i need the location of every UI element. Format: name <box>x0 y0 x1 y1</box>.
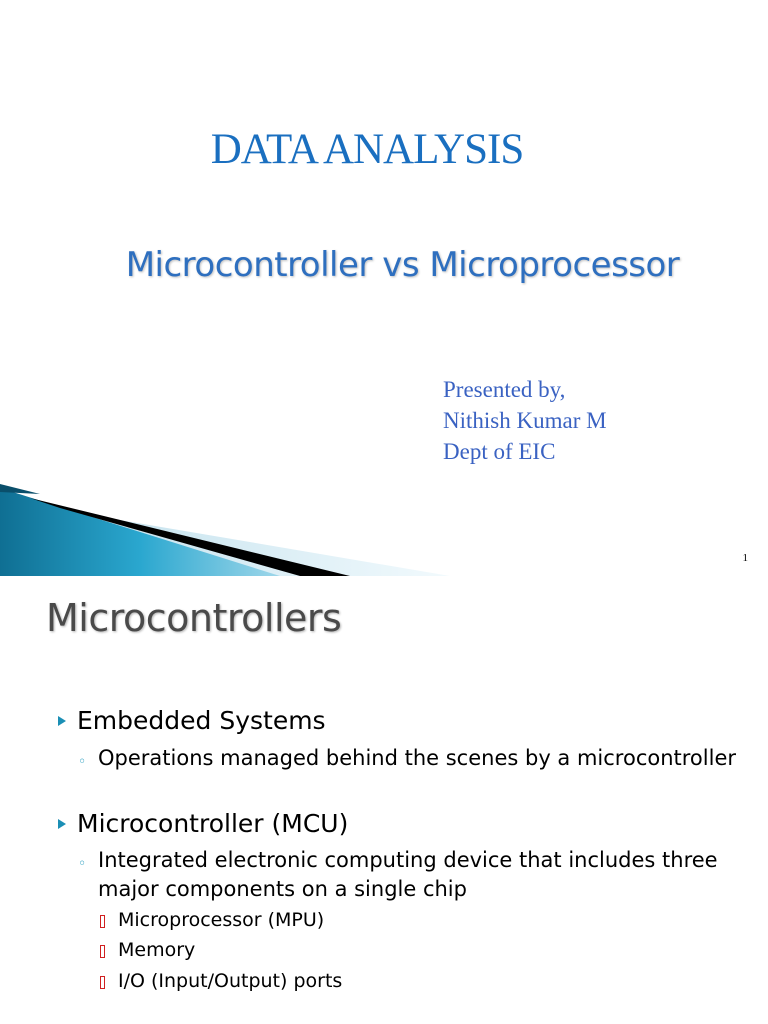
presentation-title: DATA ANALYSIS <box>210 126 524 173</box>
presenter-name: Nithish Kumar M <box>443 408 607 433</box>
box-bullet-icon <box>100 915 105 928</box>
decorative-swoosh <box>0 480 768 576</box>
sub-sub-bullet-item: Memory <box>118 939 196 961</box>
content-slide <box>0 576 768 1024</box>
slide-number: 1 <box>742 552 748 564</box>
presenter-block <box>443 374 607 467</box>
circle-bullet-icon: ◦ <box>78 754 87 770</box>
sub-bullet-item: Integrated electronic computing device that includes three major components on a single chip <box>98 848 718 901</box>
bullet-item: Microcontroller (MCU) <box>77 809 349 838</box>
circle-bullet-icon: ◦ <box>78 856 87 872</box>
presentation-subtitle: Microcontroller vs Microprocessor <box>125 245 680 285</box>
bullet-item: Embedded Systems <box>77 706 326 735</box>
box-bullet-icon <box>100 976 105 989</box>
box-bullet-icon <box>100 945 105 958</box>
presenter-department: Dept of EIC <box>443 439 556 464</box>
triangle-bullet-icon <box>58 716 66 726</box>
sub-sub-bullet-item: I/O (Input/Output) ports <box>118 970 343 992</box>
sub-bullet-item: Operations managed behind the scenes by a microcontroller <box>98 746 736 770</box>
slide-title: Microcontrollers <box>46 596 342 640</box>
presenter-line: Presented by, <box>443 377 566 402</box>
sub-sub-bullet-item: Microprocessor (MPU) <box>118 909 325 931</box>
triangle-bullet-icon <box>58 819 66 829</box>
